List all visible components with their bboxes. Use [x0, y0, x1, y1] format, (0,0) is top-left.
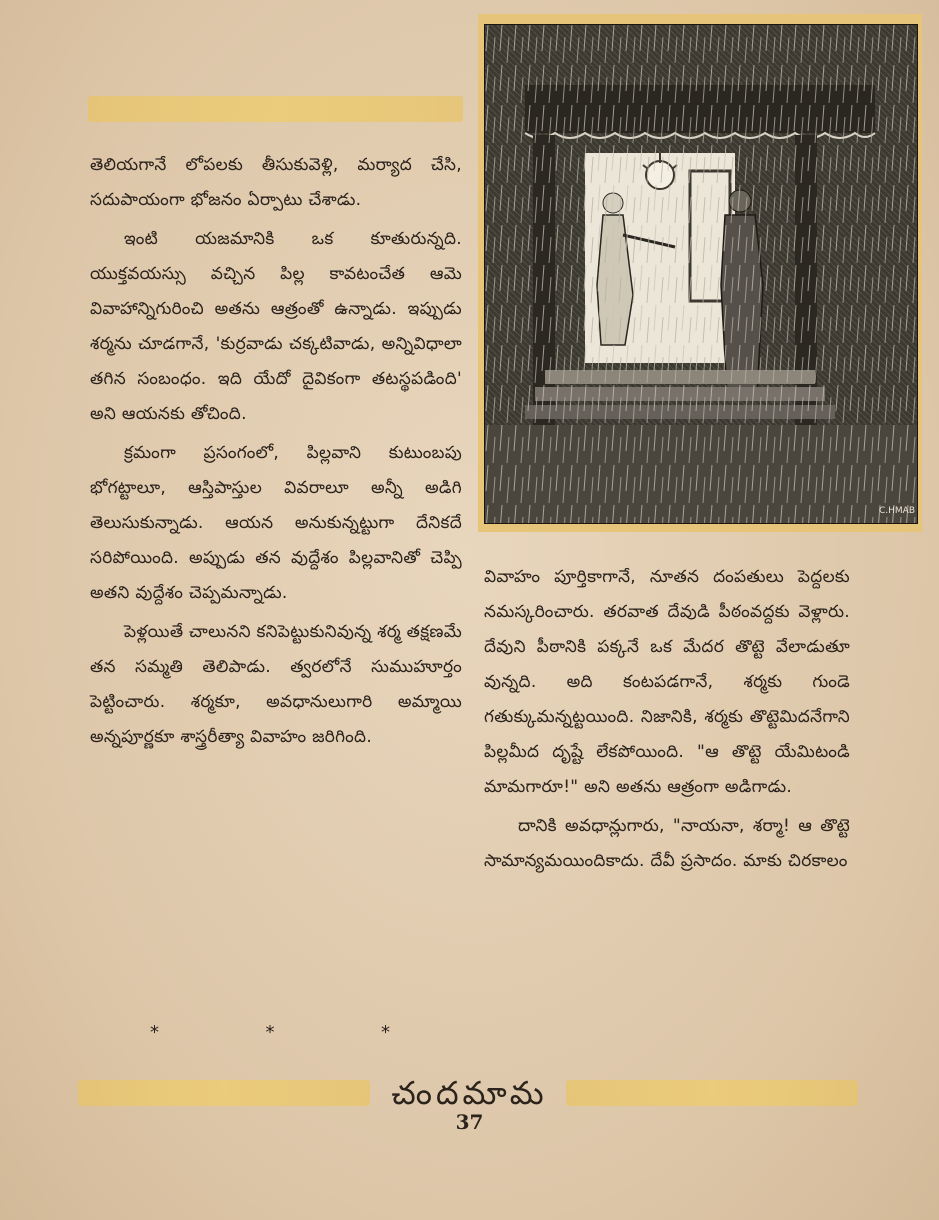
paragraph: క్రమంగా ప్రసంగంలో, పిల్లవాని కుటుంబపు భోగట్టాలూ, ఆస్తిపాస్తుల వివరాలూ అన్నీ అడిగి తెలుసుకున్నాడు. ఆయన అనుకున్నట్టుగా దేనికదే సరిపోయింది. అప్పుడు తన వుద్దేశం పిల్లవానితో చెప్పి అతని వుద్దేశం చెప్పమన్నాడు.: [90, 443, 462, 603]
separator-star: *: [265, 1022, 275, 1043]
separator-star: *: [150, 1022, 159, 1043]
paragraph: దానికి అవధాన్లుగారు, "నాయనా, శర్మా! ఆ తొట్టె సామాన్యమయిందికాదు. దేవీ ప్రసాదం. మాకు చిరకాలం: [484, 816, 850, 871]
rain-doorway-illustration: [484, 24, 918, 524]
paragraph: పెళ్లయితే చాలునని కనిపెట్టుకునివున్న శర్మ తక్షణమే తన సమ్మతి తెలిపాడు. త్వరలోనే సుముహూర్తం పెట్టించారు. శర్మకూ, అవధానులుగారి అమ్మాయి అన్నపూర్ణకూ శాస్త్రరీత్యా వివాహం జరిగింది.: [90, 622, 462, 747]
section-separator: [150, 1022, 390, 1043]
right-text-column: [484, 560, 850, 883]
left-text-column: [90, 148, 462, 759]
top-decorative-band: [88, 96, 463, 122]
separator-star: *: [381, 1022, 390, 1043]
page-number: 37: [455, 1110, 484, 1134]
paragraph: ఇంటి యజమానికి ఒక కూతురున్నది. యుక్తవయస్సు వచ్చిన పిల్ల కావటంచేత ఆమె వివాహాన్నిగురించి అతను ఆత్రంతో ఉన్నాడు. ఇప్పుడు శర్మను చూడగానే, 'కుర్రవాడు చక్కటివాడు, అన్నివిధాలా తగిన సంబంధం. ఇది యేదో దైవికంగా తటస్థపడింది' అని ఆయనకు తోచింది.: [90, 229, 462, 424]
illustrator-signature: C.HMAB: [879, 506, 916, 516]
illustration-drawing: [485, 25, 917, 523]
paragraph: వివాహం పూర్తికాగానే, నూతన దంపతులు పెద్దలకు నమస్కరించారు. తరవాత దేవుడి పీఠంవద్దకు వెళ్లారు. దేవుని పీఠానికి పక్కనే ఒక మేదర తొట్టె వేలాడుతూ వున్నది. అది కంటపడగానే, శర్మకు గుండె గతుక్కుమన్నట్టయింది. నిజానికి, శర్మకు తొట్టెమిదనేగాని పిల్లమీద దృష్టే లేకపోయింది. "ఆ తొట్టె యేమిటండి మామగారూ!" అని అతను ఆత్రంగా అడిగాడు.: [484, 567, 850, 797]
magazine-title: చందమామ: [391, 1074, 548, 1112]
paragraph: తెలియగానే లోపలకు తీసుకువెళ్లి, మర్యాద చేసి, సదుపాయంగా భోజనం ఏర్పాటు చేశాడు.: [90, 155, 462, 210]
